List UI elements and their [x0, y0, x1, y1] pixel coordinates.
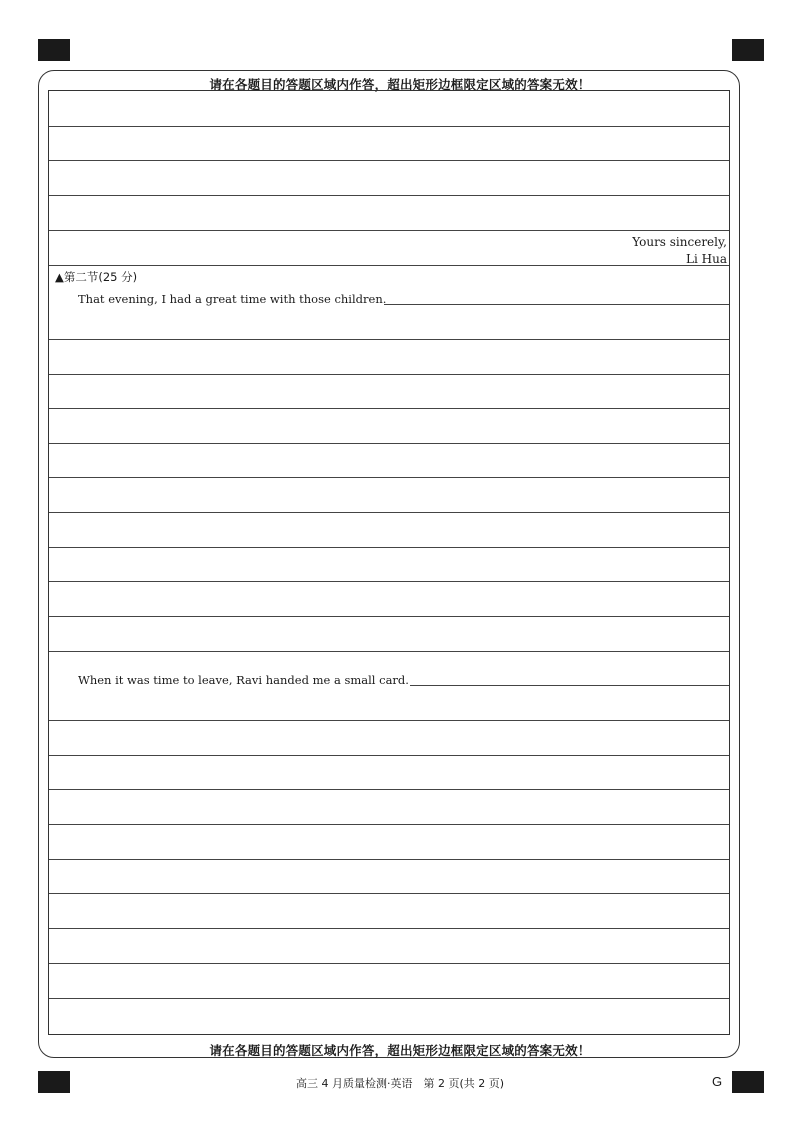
writing-line — [384, 304, 729, 305]
writing-line — [49, 339, 729, 340]
writing-line — [410, 685, 729, 686]
writing-line — [49, 616, 729, 617]
writing-line — [49, 755, 729, 756]
triangle-icon: ▲ — [55, 270, 64, 284]
writing-line — [49, 998, 729, 999]
letter-closing — [632, 234, 727, 268]
writing-line — [49, 789, 729, 790]
writing-line — [49, 408, 729, 409]
top-notice: 请在各题目的答题区域内作答，超出矩形边框限定区域的答案无效！ — [209, 77, 591, 92]
section-title: 第二节 — [63, 270, 99, 284]
writing-line — [49, 547, 729, 548]
closing-signature: Li Hua — [686, 252, 727, 266]
writing-line — [49, 720, 729, 721]
prompt-paragraph-2: When it was time to leave, Ravi handed me a small card. — [78, 673, 409, 687]
page-footer: 高三 4 月质量检测·英语 第 2 页(共 2 页) — [295, 1077, 505, 1090]
paper-version-letter: G — [712, 1074, 723, 1089]
section-heading — [55, 269, 137, 285]
writing-line — [49, 963, 729, 964]
writing-line — [49, 195, 729, 196]
writing-line — [49, 651, 729, 652]
bottom-notice: 请在各题目的答题区域内作答，超出矩形边框限定区域的答案无效！ — [209, 1043, 591, 1058]
writing-line — [49, 230, 729, 231]
writing-line — [49, 512, 729, 513]
registration-mark-top-left — [38, 39, 70, 61]
closing-salutation: Yours sincerely, — [632, 235, 727, 249]
writing-line — [49, 893, 729, 894]
section-score: (25 分) — [98, 270, 138, 284]
writing-line — [49, 928, 729, 929]
writing-line — [49, 581, 729, 582]
registration-mark-top-right — [732, 39, 764, 61]
section-divider — [49, 265, 729, 266]
writing-line — [49, 443, 729, 444]
writing-line — [49, 374, 729, 375]
writing-line — [49, 160, 729, 161]
prompt-paragraph-1: That evening, I had a great time with those children. — [78, 292, 387, 306]
writing-line — [49, 859, 729, 860]
writing-line — [49, 126, 729, 127]
writing-line — [49, 824, 729, 825]
writing-line — [49, 477, 729, 478]
